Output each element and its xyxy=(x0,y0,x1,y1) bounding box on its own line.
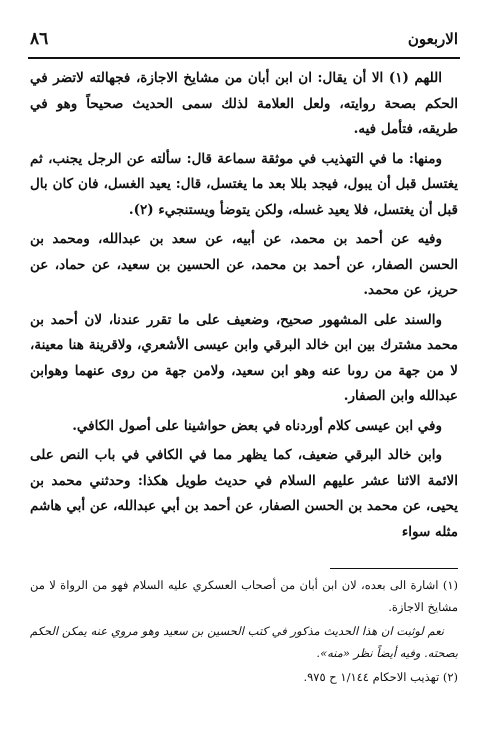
paragraph-6: وابن خالد البرقي ضعيف، كما يظهر مما في الكافي في باب النص على الائمة الاثنا عشر عليهم السلام في حديث طويل هكذا: وحدثني محمد بن يحيى، عن محمد بن الحسن الصفار، عن أحمد بن أبي عبدالله، عن أبي هاشم مثله سواء xyxy=(30,447,458,540)
footnote-2: (٢) تهذيب الاحكام ١/١٤٤ ح ٩٧٥. xyxy=(303,670,458,684)
header-rule xyxy=(28,57,460,59)
running-title: الاربعون xyxy=(407,30,458,48)
paragraph-5: وفي ابن عيسى كلام أوردناه في بعض حواشينا على أصول الكافي. xyxy=(72,417,442,434)
footnote-separator xyxy=(330,568,458,569)
paragraph-2: ومنها: ما في التهذيب في موثقة سماعة قال: سألته عن الرجل يجنب، ثم يغتسل قبل أن يبول، فيجد بللا بعد ما يغتسل، قال: يعيد الغسل، فان كان بال قبل أن يغتسل، فلا يعيد غسله، ولكن يتوضأ ويستنجيء (٢). xyxy=(30,150,458,218)
paragraph-1: اللهم (١) الا أن يقال: ان ابن أبان من مشايخ الاجازة، فجهالته لاتضر في الحكم بصحة روايته، ولعل العلامة لذلك سمى الحديث صحيحاً وهو في طريقه، فتأمل فيه. xyxy=(30,70,458,137)
main-text xyxy=(30,66,458,549)
page-number: ٨٦ xyxy=(30,29,49,49)
page-header xyxy=(30,28,458,50)
footnote-1: (١) اشارة الى بعده، لان ابن أبان من أصحاب العسكري عليه السلام فهو من الرواة لا من مشايخ الاجازة. xyxy=(30,578,458,614)
paragraph-3: وفيه عن أحمد بن محمد، عن أبيه، عن سعد بن عبدالله، ومحمد بن الحسن الصفار، عن أحمد بن محمد، عن الحسين بن سعيد، عن حماد، عن حريز، عن محمد. xyxy=(30,231,458,298)
footnote-1-note: نعم لوثبت ان هذا الحديث مذكور في كتب الحسين بن سعيد وهو مروي عنه يمكن الحكم بصحته. وفيه أيضاً نظر «منه». xyxy=(30,624,458,660)
paragraph-4: والسند على المشهور صحيح، وضعيف على ما تقرر عندنا، لان أحمد بن محمد مشترك بين ابن خالد البرقي وابن عيسى الأشعري، ولاقرينة هنا معينة، لا من جهة من روىا عنه وهو ابن سعيد، ولامن جهة من روى عنهما وهوابن عبدالله وابن الصفار. xyxy=(30,311,458,404)
footnotes xyxy=(30,574,458,690)
